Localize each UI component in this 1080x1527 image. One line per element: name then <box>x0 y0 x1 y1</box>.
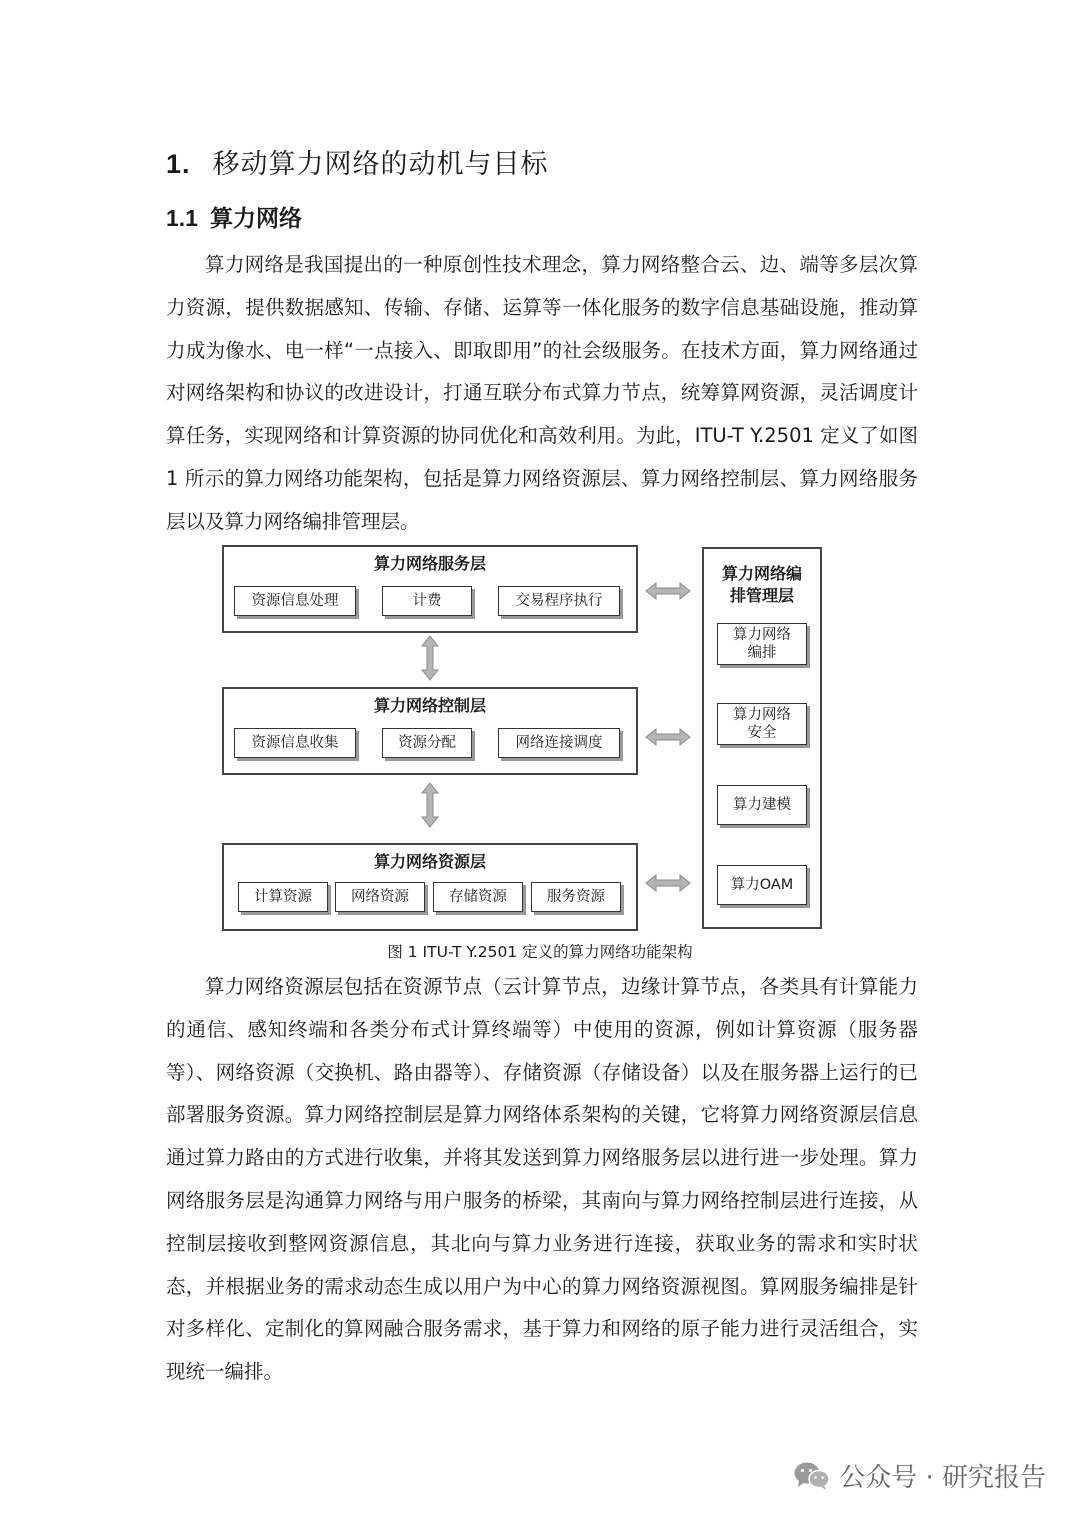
orchestration-item-security-line2: 安全 <box>747 725 777 741</box>
orchestration-item-arrangement <box>717 623 807 665</box>
resource-item-service: 服务资源 <box>531 882 621 912</box>
orchestration-item-modeling: 算力建模 <box>717 785 807 825</box>
section-title: 移动算力网络的动机与目标 <box>212 149 549 180</box>
resource-layer-title: 算力网络资源层 <box>373 852 486 871</box>
arrow-resource-orchestration <box>646 875 690 891</box>
resource-item-storage: 存储资源 <box>433 882 523 912</box>
control-item-scheduling: 网络连接调度 <box>498 728 620 758</box>
control-item-info-collection: 资源信息收集 <box>234 728 356 758</box>
service-item-transaction: 交易程序执行 <box>498 586 620 616</box>
orchestration-title-line1: 算力网络编 <box>721 564 802 583</box>
subsection-heading <box>166 200 302 233</box>
section-number: 1. <box>166 149 191 179</box>
body-paragraph: 算力网络资源层包括在资源节点（云计算节点，边缘计算节点，各类具有计算能力的通信、感知终端和各类分布式计算终端等）中使用的资源，例如计算资源（服务器等）、网络资源（交换机、路由器等）、存储资源（存储设备）以及在服务器上运行的已部署服务资源。算力网络控制层是算力网络体系架构的关键，它将算力网络资源层信息通过算力路由的方式进行收集，并将其发送到算力网络服务层以进行进一步处理。算力网络服务层是沟通算力网络与用户服务的桥梁，其南向与算力网络控制层进行连接，从控制层接收到整网资源信息，其北向与算力业务进行连接，获取业务的需求和实时状态，并根据业务的需求动态生成以用户为中心的算力网络资源视图。算网服务编排是针对多样化、定制化的算网融合服务需求，基于算力和网络的原子能力进行灵活组合，实现统一编排。 <box>166 975 918 1384</box>
resource-item-compute: 计算资源 <box>238 882 328 912</box>
arrow-control-orchestration <box>646 729 690 745</box>
orchestration-layer-title <box>704 563 820 607</box>
figure-caption: 图 1 ITU-T Y.2501 定义的算力网络功能架构 <box>387 943 693 961</box>
control-item-allocation: 资源分配 <box>382 728 472 758</box>
resource-item-network: 网络资源 <box>335 882 425 912</box>
wechat-icon <box>793 1460 831 1492</box>
orchestration-item-arrangement-line2: 编排 <box>747 645 777 661</box>
arrow-service-orchestration <box>646 583 690 599</box>
service-layer-box <box>222 545 638 633</box>
service-item-billing: 计费 <box>382 586 472 616</box>
watermark <box>793 1457 1046 1494</box>
subsection-title: 算力网络 <box>209 206 302 232</box>
resource-layer-box <box>222 843 638 931</box>
subsection-number: 1.1 <box>166 205 198 231</box>
control-layer-title: 算力网络控制层 <box>373 696 486 715</box>
intro-paragraph: 算力网络是我国提出的一种原创性技术理念，算力网络整合云、边、端等多层次算力资源，提供数据感知、传输、存储、运算等一体化服务的数字信息基础设施，推动算力成为像水、电一样“一点接入、即取即用”的社会级服务。在技术方面，算力网络通过对网络架构和协议的改进设计，打通互联分布式算力节点，统筹算网资源，灵活调度计算任务，实现网络和计算资源的协同优化和高效利用。为此，ITU-T Y.2501 定义了如图 1 所示的算力网络功能架构，包括是算力网络资源层、算力网络控制层、算力网络服务层以及算力网络编排管理层。 <box>166 253 918 533</box>
orchestration-item-arrangement-line1: 算力网络 <box>733 627 791 643</box>
service-item-resource-processing: 资源信息处理 <box>234 586 356 616</box>
orchestration-title-line2: 排管理层 <box>729 586 794 605</box>
orchestration-item-oam: 算力OAM <box>717 865 807 905</box>
orchestration-layer-box <box>702 547 822 929</box>
service-layer-title: 算力网络服务层 <box>373 554 486 573</box>
control-layer-box <box>222 687 638 775</box>
watermark-text: 公众号 · 研究报告 <box>839 1463 1046 1493</box>
arrow-service-control <box>422 636 438 680</box>
arrow-control-resource <box>422 783 438 827</box>
section-heading <box>166 142 549 181</box>
orchestration-item-security <box>717 703 807 745</box>
orchestration-item-security-line1: 算力网络 <box>733 707 791 723</box>
